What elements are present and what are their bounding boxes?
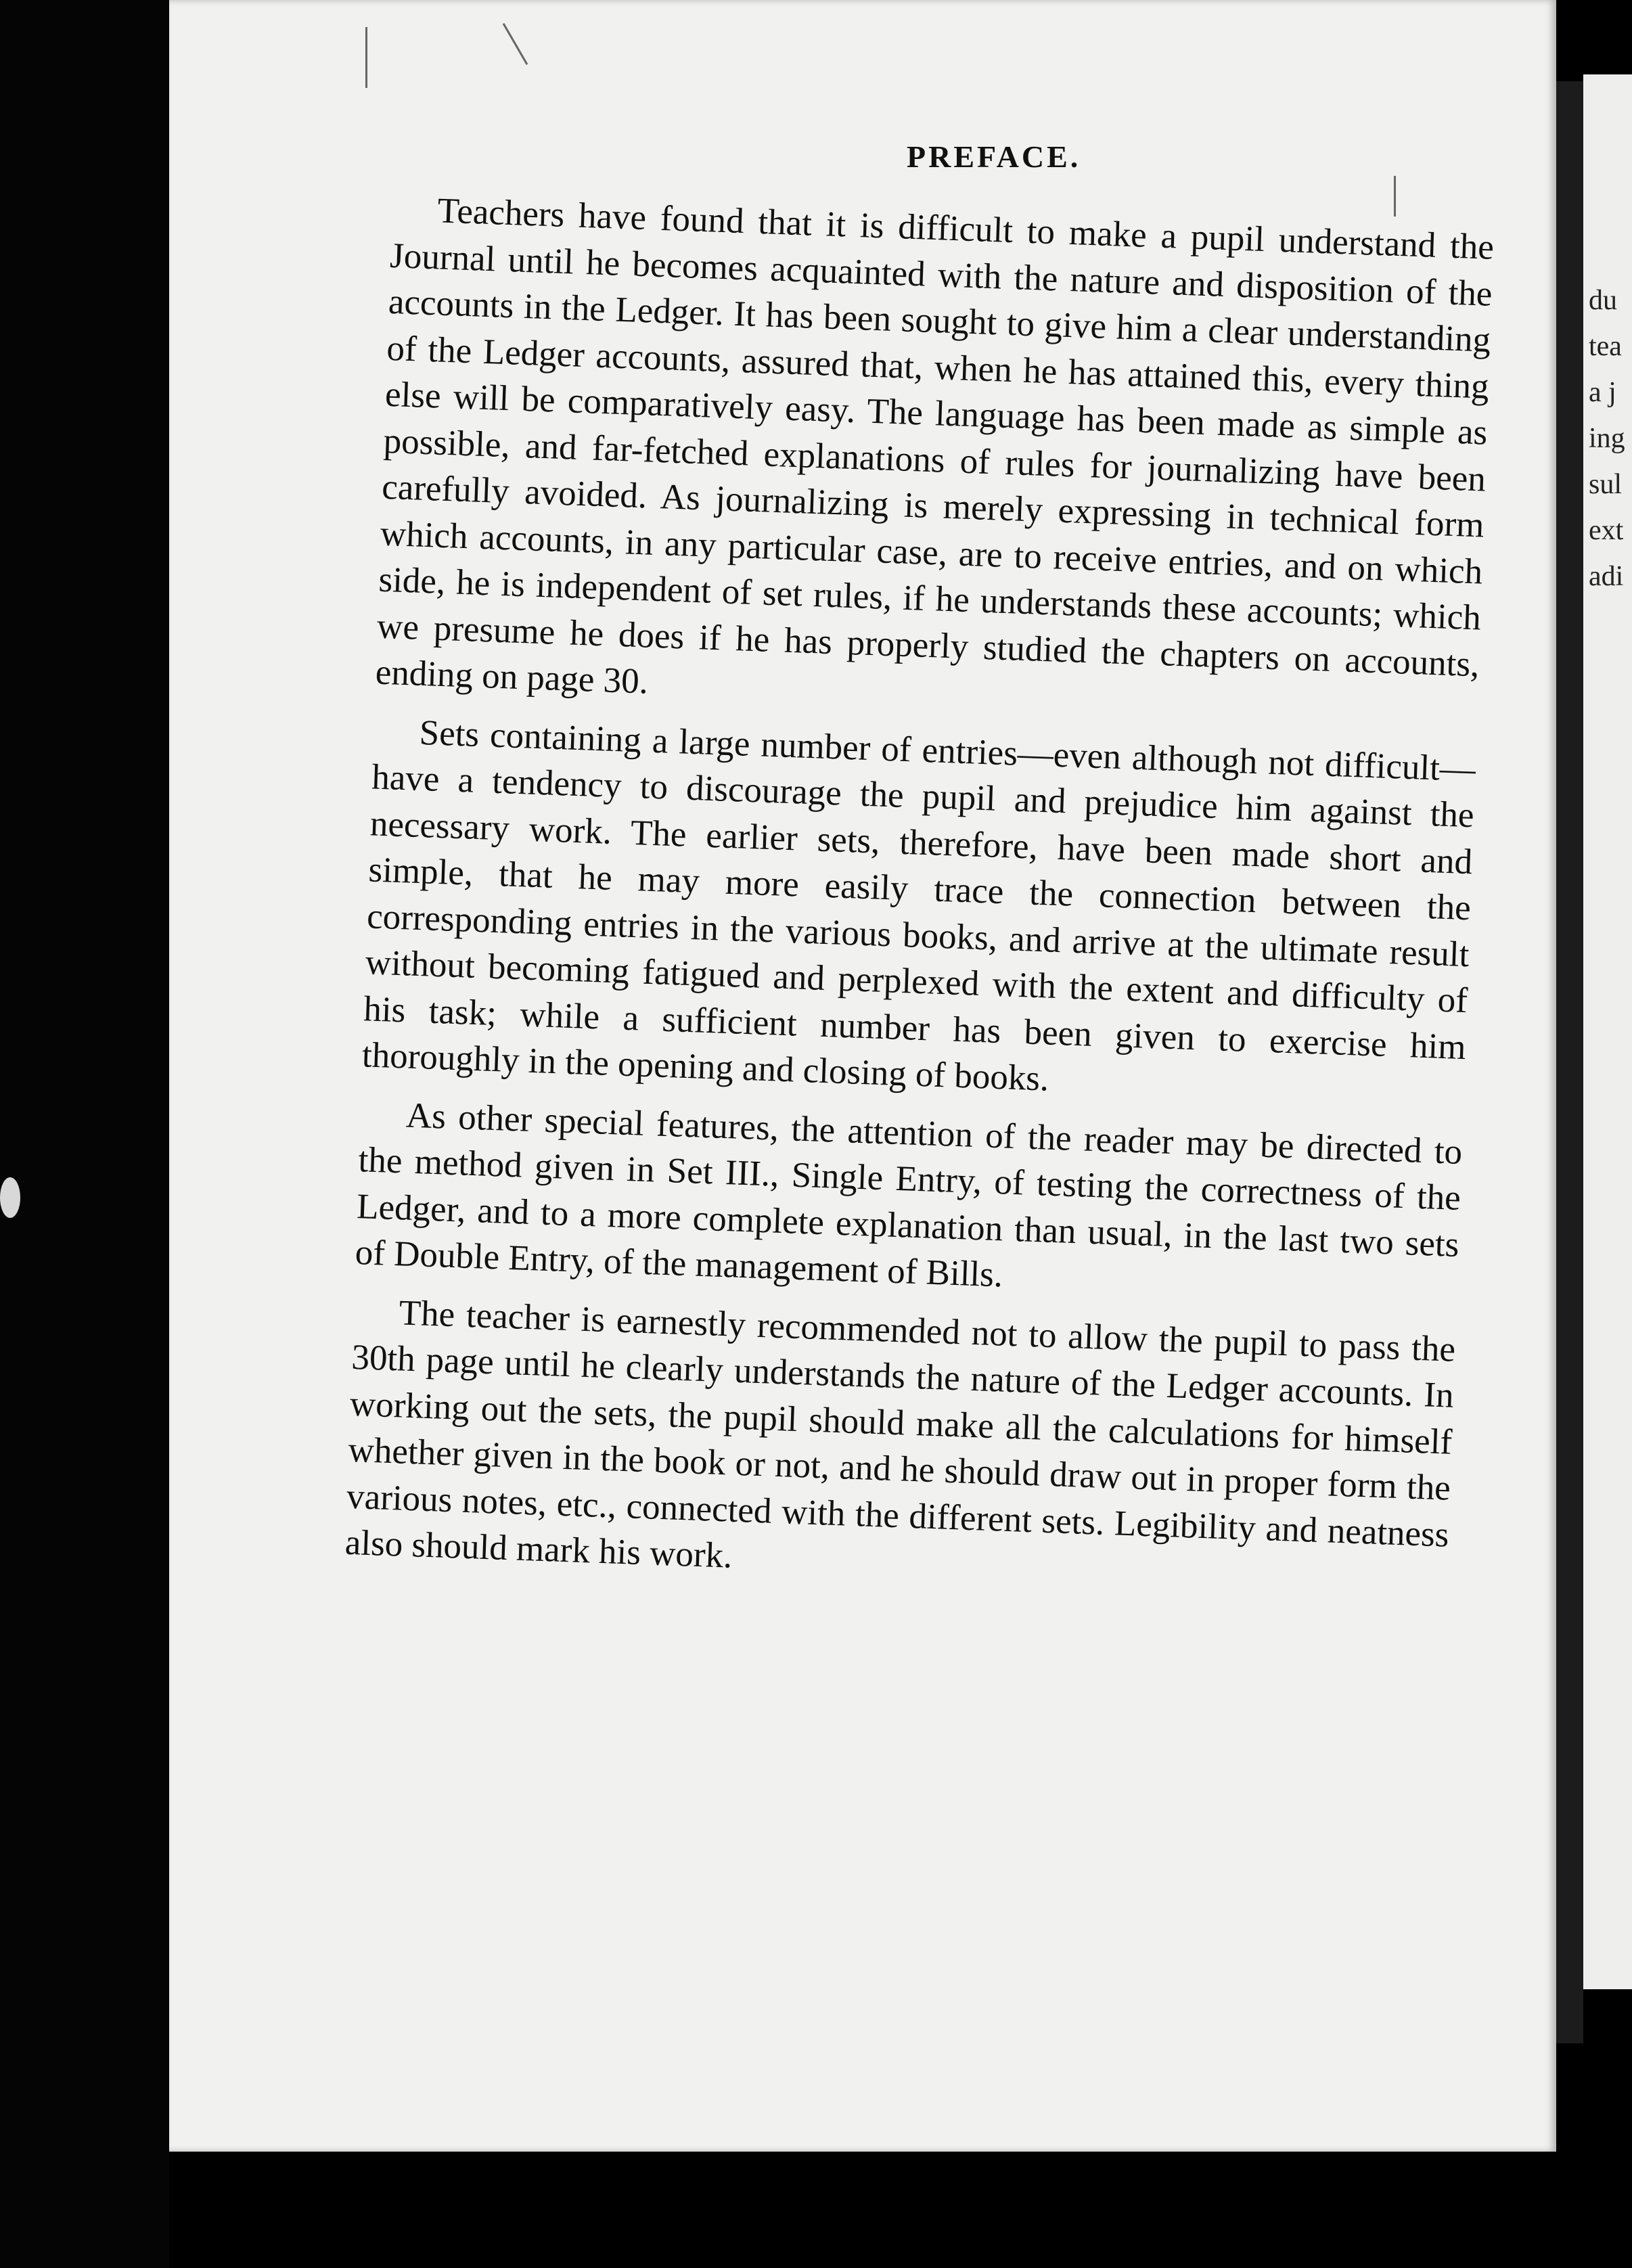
paragraph: Teachers have found that it is difficult to make a pupil understand the Journal until he becomes acquainted with the nature and disposition of the accounts in the Ledger. It has been sought to give him a clear understanding of the Ledger accounts, assured that, when he has attained this, every thing else will be comparatively easy. The language has been made as simple as possible, and far-fetched explanations of rules for journalizing have been carefully avoided. As journalizing is merely expressing in technical form which accounts, in any particular case, are to receive entries, and on which side, he is independent of set rules, if he understands these accounts; which we presume he does if he has properly studied the chapters on accounts, ending on page 30. <box>374 191 1495 702</box>
running-head: PREFACE. <box>907 139 1081 174</box>
facing-page-text: a j <box>1589 377 1616 408</box>
facing-page-text: ing <box>1589 423 1625 454</box>
facing-page-text: tea <box>1589 331 1622 362</box>
page-gutter-edge <box>1556 81 1583 2043</box>
scan-mark <box>0 1177 20 1218</box>
scan-border-left <box>0 0 169 2268</box>
facing-page-text: adi <box>1589 561 1624 592</box>
scan-mark <box>365 27 367 88</box>
paragraph: As other special features, the attention of the reader may be directed to the method given in Set III., Single Entry, of testing the correctness of the Ledger, and to a more complete explanation than usual, in the last two sets of Double Entry, of the management of Bills. <box>354 1095 1464 1295</box>
facing-page-text: du <box>1589 285 1617 316</box>
paragraph: The teacher is earnestly recommended not to allow the pupil to pass the 30th page until he clearly understands the nature of the Ledger accounts. In working out the sets, the pupil should make all the calculations for himself whether given in the book or not, and he should draw out in proper form the various notes, etc., connected with the different sets. Legibility and neatness also should mark his work. <box>344 1292 1456 1576</box>
facing-page-text: ext <box>1589 515 1624 546</box>
preface-body <box>344 186 1495 1616</box>
facing-page-text: sul <box>1589 469 1623 500</box>
facing-page-fragment <box>1583 74 1632 1989</box>
scan-mark <box>1394 176 1396 217</box>
paragraph: Sets containing a large number of entries—even although not difficult—have a tendency to discourage the pupil and prejudice him against the necessary work. The earlier sets, therefore, have been made short and simple, that he may more easily trace the connection between the corresponding entries in the various books, and arrive at the ultimate result without becoming fatigued and perplexed with the extent and difficulty of his task; while a sufficient number has been given to exercise him thoroughly in the opening and closing of books. <box>361 712 1476 1099</box>
